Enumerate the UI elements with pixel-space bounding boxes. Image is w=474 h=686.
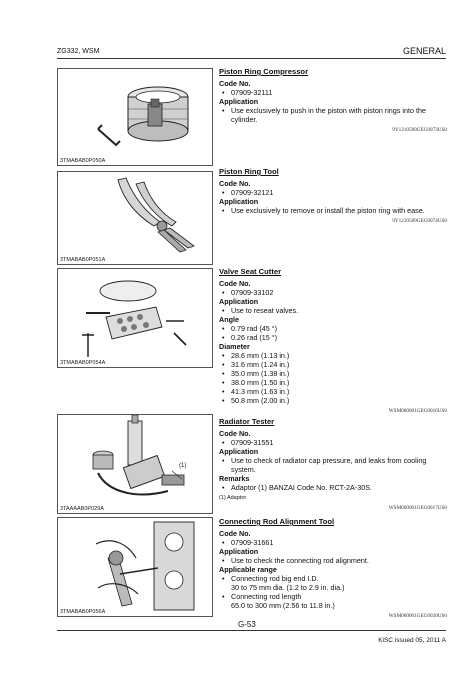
section-title: Radiator Tester (219, 417, 275, 426)
code-label: Code No. (219, 279, 251, 288)
section-name: GENERAL (402, 46, 446, 56)
application-text: • Use exclusively to remove or install the piston ring with ease. (219, 206, 447, 215)
reference-code: 9Y1210589GEG0073US0 (392, 127, 447, 133)
code-label: Code No. (219, 429, 251, 438)
application-label: Application (219, 547, 259, 556)
section-piston-ring-compressor (219, 67, 447, 133)
figure-connecting-rod-alignment-tool (57, 517, 213, 617)
figure-caption: 3TMABAB0P051A (60, 257, 106, 263)
figure-callout: (1) (179, 463, 187, 469)
diameter-value: • 41.3 mm (1.63 in.) (219, 387, 447, 396)
code-number: • 07909-32111 (219, 88, 447, 97)
diameter-value: • 35.0 mm (1.38 in.) (219, 369, 447, 378)
range-value: 65.0 to 300 mm (2.56 to 11.8 in.) (231, 601, 335, 610)
figure-caption: 3TMABAB0P056A (60, 609, 106, 615)
range-value: 30 to 75 mm dia. (1.2 to 2.9 in. dia.) (231, 583, 345, 592)
connecting-rod-alignment-tool-illustration (58, 518, 212, 616)
figure-caption: 3TMABAB0P054A (60, 360, 106, 366)
radiator-tester-illustration (58, 415, 212, 513)
applicable-range-label: Applicable range (219, 565, 277, 574)
figure-caption: 3TMABAB0P050A (60, 158, 106, 164)
manual-model: ZG332, WSM (57, 48, 100, 55)
application-text: • Use to reseat valves. (219, 306, 447, 315)
section-radiator-tester (219, 417, 447, 511)
application-label: Application (219, 297, 259, 306)
angle-value: • 0.26 rad (15 °) (219, 333, 447, 342)
section-title: Valve Seat Cutter (219, 267, 282, 276)
range-item: • Connecting rod length (219, 592, 447, 601)
application-text: • Use exclusively to push in the piston with piston rings into the cylinder. (219, 106, 447, 124)
application-label: Application (219, 447, 259, 456)
valve-seat-cutter-illustration (58, 269, 212, 367)
section-title: Connecting Rod Alignment Tool (219, 517, 335, 526)
diameter-value: • 38.0 mm (1.50 in.) (219, 378, 447, 387)
reference-code: WSM000001GEG0020US0 (388, 613, 447, 619)
piston-ring-tool-illustration (58, 172, 212, 264)
diameter-value: • 50.8 mm (2.00 in.) (219, 396, 447, 405)
diameter-value: • 28.6 mm (1.13 in.) (219, 351, 447, 360)
page-number: G-53 (238, 620, 256, 629)
remarks-text: • Adaptor (1) BANZAI Code No. RCT-2A-30S. (219, 483, 447, 492)
section-piston-ring-tool (219, 167, 447, 224)
code-label: Code No. (219, 179, 251, 188)
figure-radiator-tester (57, 414, 213, 514)
figure-piston-ring-tool (57, 171, 213, 265)
code-number: • 07909-33102 (219, 288, 447, 297)
application-text: • Use to check of radiator cap pressure, and leaks from cooling system. (219, 456, 447, 474)
figure-legend-note: (1) Adaptor (219, 495, 247, 501)
section-connecting-rod-alignment-tool (219, 517, 447, 619)
reference-code: WSM000001GEG0017US0 (388, 505, 447, 511)
code-number: • 07909-31661 (219, 538, 447, 547)
diameter-value: • 31.6 mm (1.24 in.) (219, 360, 447, 369)
reference-code: WSM000001GEG0016US0 (388, 408, 447, 414)
angle-value: • 0.79 rad (45 °) (219, 324, 447, 333)
range-item: • Connecting rod big end I.D. (219, 574, 447, 583)
application-label: Application (219, 97, 259, 106)
application-text: • Use to check the connecting rod alignment. (219, 556, 447, 565)
figure-piston-ring-compressor (57, 68, 213, 166)
figure-valve-seat-cutter (57, 268, 213, 368)
section-valve-seat-cutter (219, 267, 447, 414)
application-label: Application (219, 197, 259, 206)
issue-date: KiSC issued 05, 2011 A (378, 637, 446, 644)
diameter-label: Diameter (219, 342, 250, 351)
code-number: • 07909-31551 (219, 438, 447, 447)
section-title: Piston Ring Compressor (219, 67, 309, 76)
section-title: Piston Ring Tool (219, 167, 279, 176)
code-label: Code No. (219, 529, 251, 538)
piston-ring-compressor-illustration (58, 69, 212, 165)
remarks-label: Remarks (219, 474, 250, 483)
code-label: Code No. (219, 79, 251, 88)
header-rule (57, 58, 446, 59)
angle-label: Angle (219, 315, 239, 324)
reference-code: 9Y1210589GEG0074US0 (392, 218, 447, 224)
figure-caption: 3TAAAAB0P029A (60, 506, 104, 512)
code-number: • 07909-32121 (219, 188, 447, 197)
footer-rule (57, 630, 446, 631)
